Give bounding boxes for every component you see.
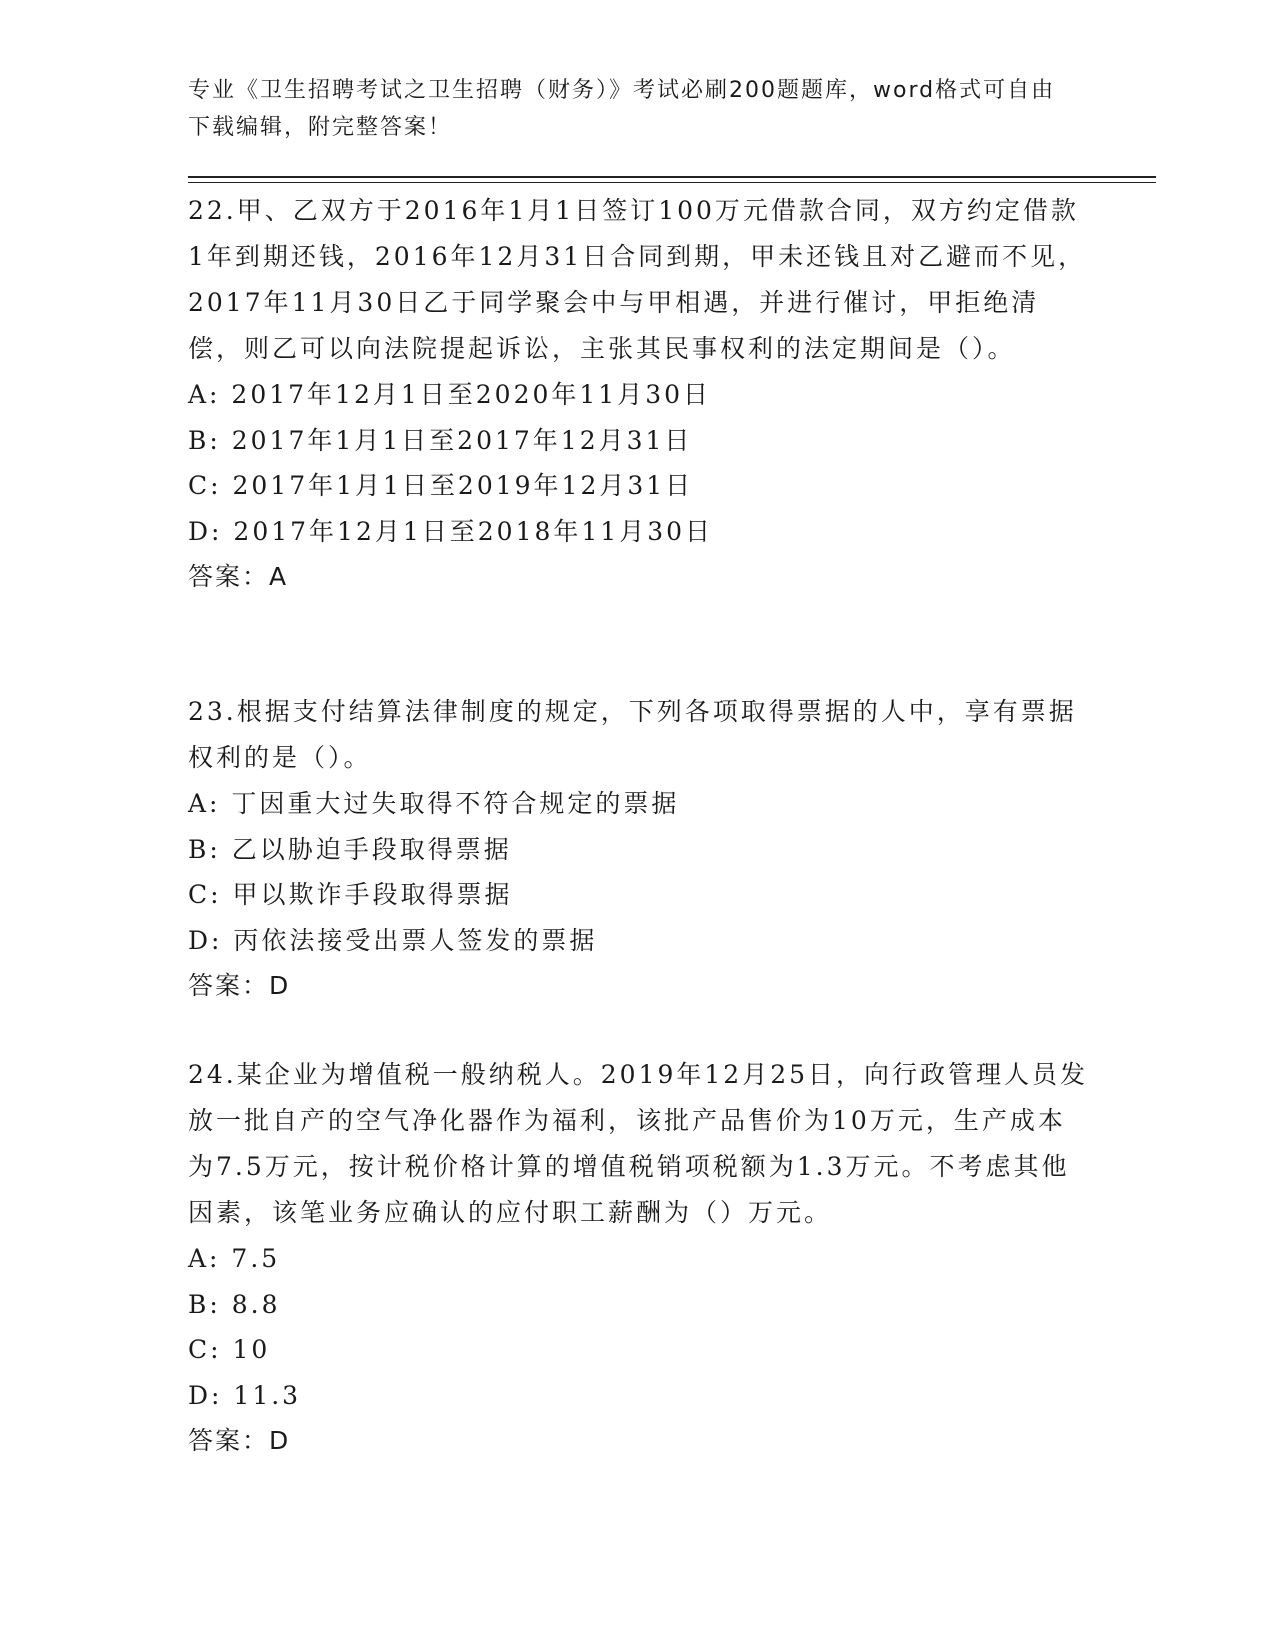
answer-line: 答案：D bbox=[188, 971, 291, 1000]
option-d: D: 11.3 bbox=[188, 1380, 302, 1410]
question-stem: 23.根据支付结算法律制度的规定，下列各项取得票据的人中，享有票据权利的是（）。 bbox=[188, 697, 1077, 772]
option-c: C: 甲以欺诈手段取得票据 bbox=[188, 880, 513, 909]
option-b: B: 乙以胁迫手段取得票据 bbox=[188, 834, 512, 864]
option-b: B: 2017年1月1日至2017年12月31日 bbox=[188, 425, 693, 455]
question-stem: 24.某企业为增值税一般纳税人。2019年12月25日，向行政管理人员发放一批自产的空气净化器作为福利，该批产品售价为10万元，生产成本为7.5万元，按计税价格计算的增值税销项税额为1.3万元。不考虑其他因素，该笔业务应确认的应付职工薪酬为（）万元。 bbox=[188, 1060, 1089, 1227]
question-23 bbox=[188, 689, 1088, 1009]
option-b: B: 8.8 bbox=[188, 1289, 281, 1319]
header-divider-thick bbox=[188, 176, 1156, 178]
option-a: A: 2017年12月1日至2020年11月30日 bbox=[188, 380, 712, 409]
option-a: A: 7.5 bbox=[188, 1244, 281, 1273]
document-header: 专业《卫生招聘考试之卫生招聘（财务）》考试必刷200题题库，word格式可自由下载编辑，附完整答案！ bbox=[188, 78, 1056, 140]
question-24 bbox=[188, 1052, 1088, 1464]
header-divider-thin bbox=[188, 182, 1156, 183]
option-a: A: 丁因重大过失取得不符合规定的票据 bbox=[188, 789, 680, 818]
question-stem: 22.甲、乙双方于2016年1月1日签订100万元借款合同，双方约定借款1年到期还钱，2016年12月31日合同到期，甲未还钱且对乙避而不见，2017年11月30日乙于同学聚会中与甲相遇，并进行催讨，甲拒绝清偿，则乙可以向法院提起诉讼，主张其民事权利的法定期间是（）。 bbox=[188, 196, 1087, 363]
answer-line: 答案：D bbox=[188, 1426, 291, 1455]
option-d: D: 2017年12月1日至2018年11月30日 bbox=[188, 516, 714, 546]
option-d: D: 丙依法接受出票人签发的票据 bbox=[188, 925, 598, 955]
option-c: C: 2017年1月1日至2019年12月31日 bbox=[188, 471, 694, 500]
option-c: C: 10 bbox=[188, 1335, 271, 1364]
question-22 bbox=[188, 188, 1088, 600]
answer-line: 答案：A bbox=[188, 562, 289, 591]
